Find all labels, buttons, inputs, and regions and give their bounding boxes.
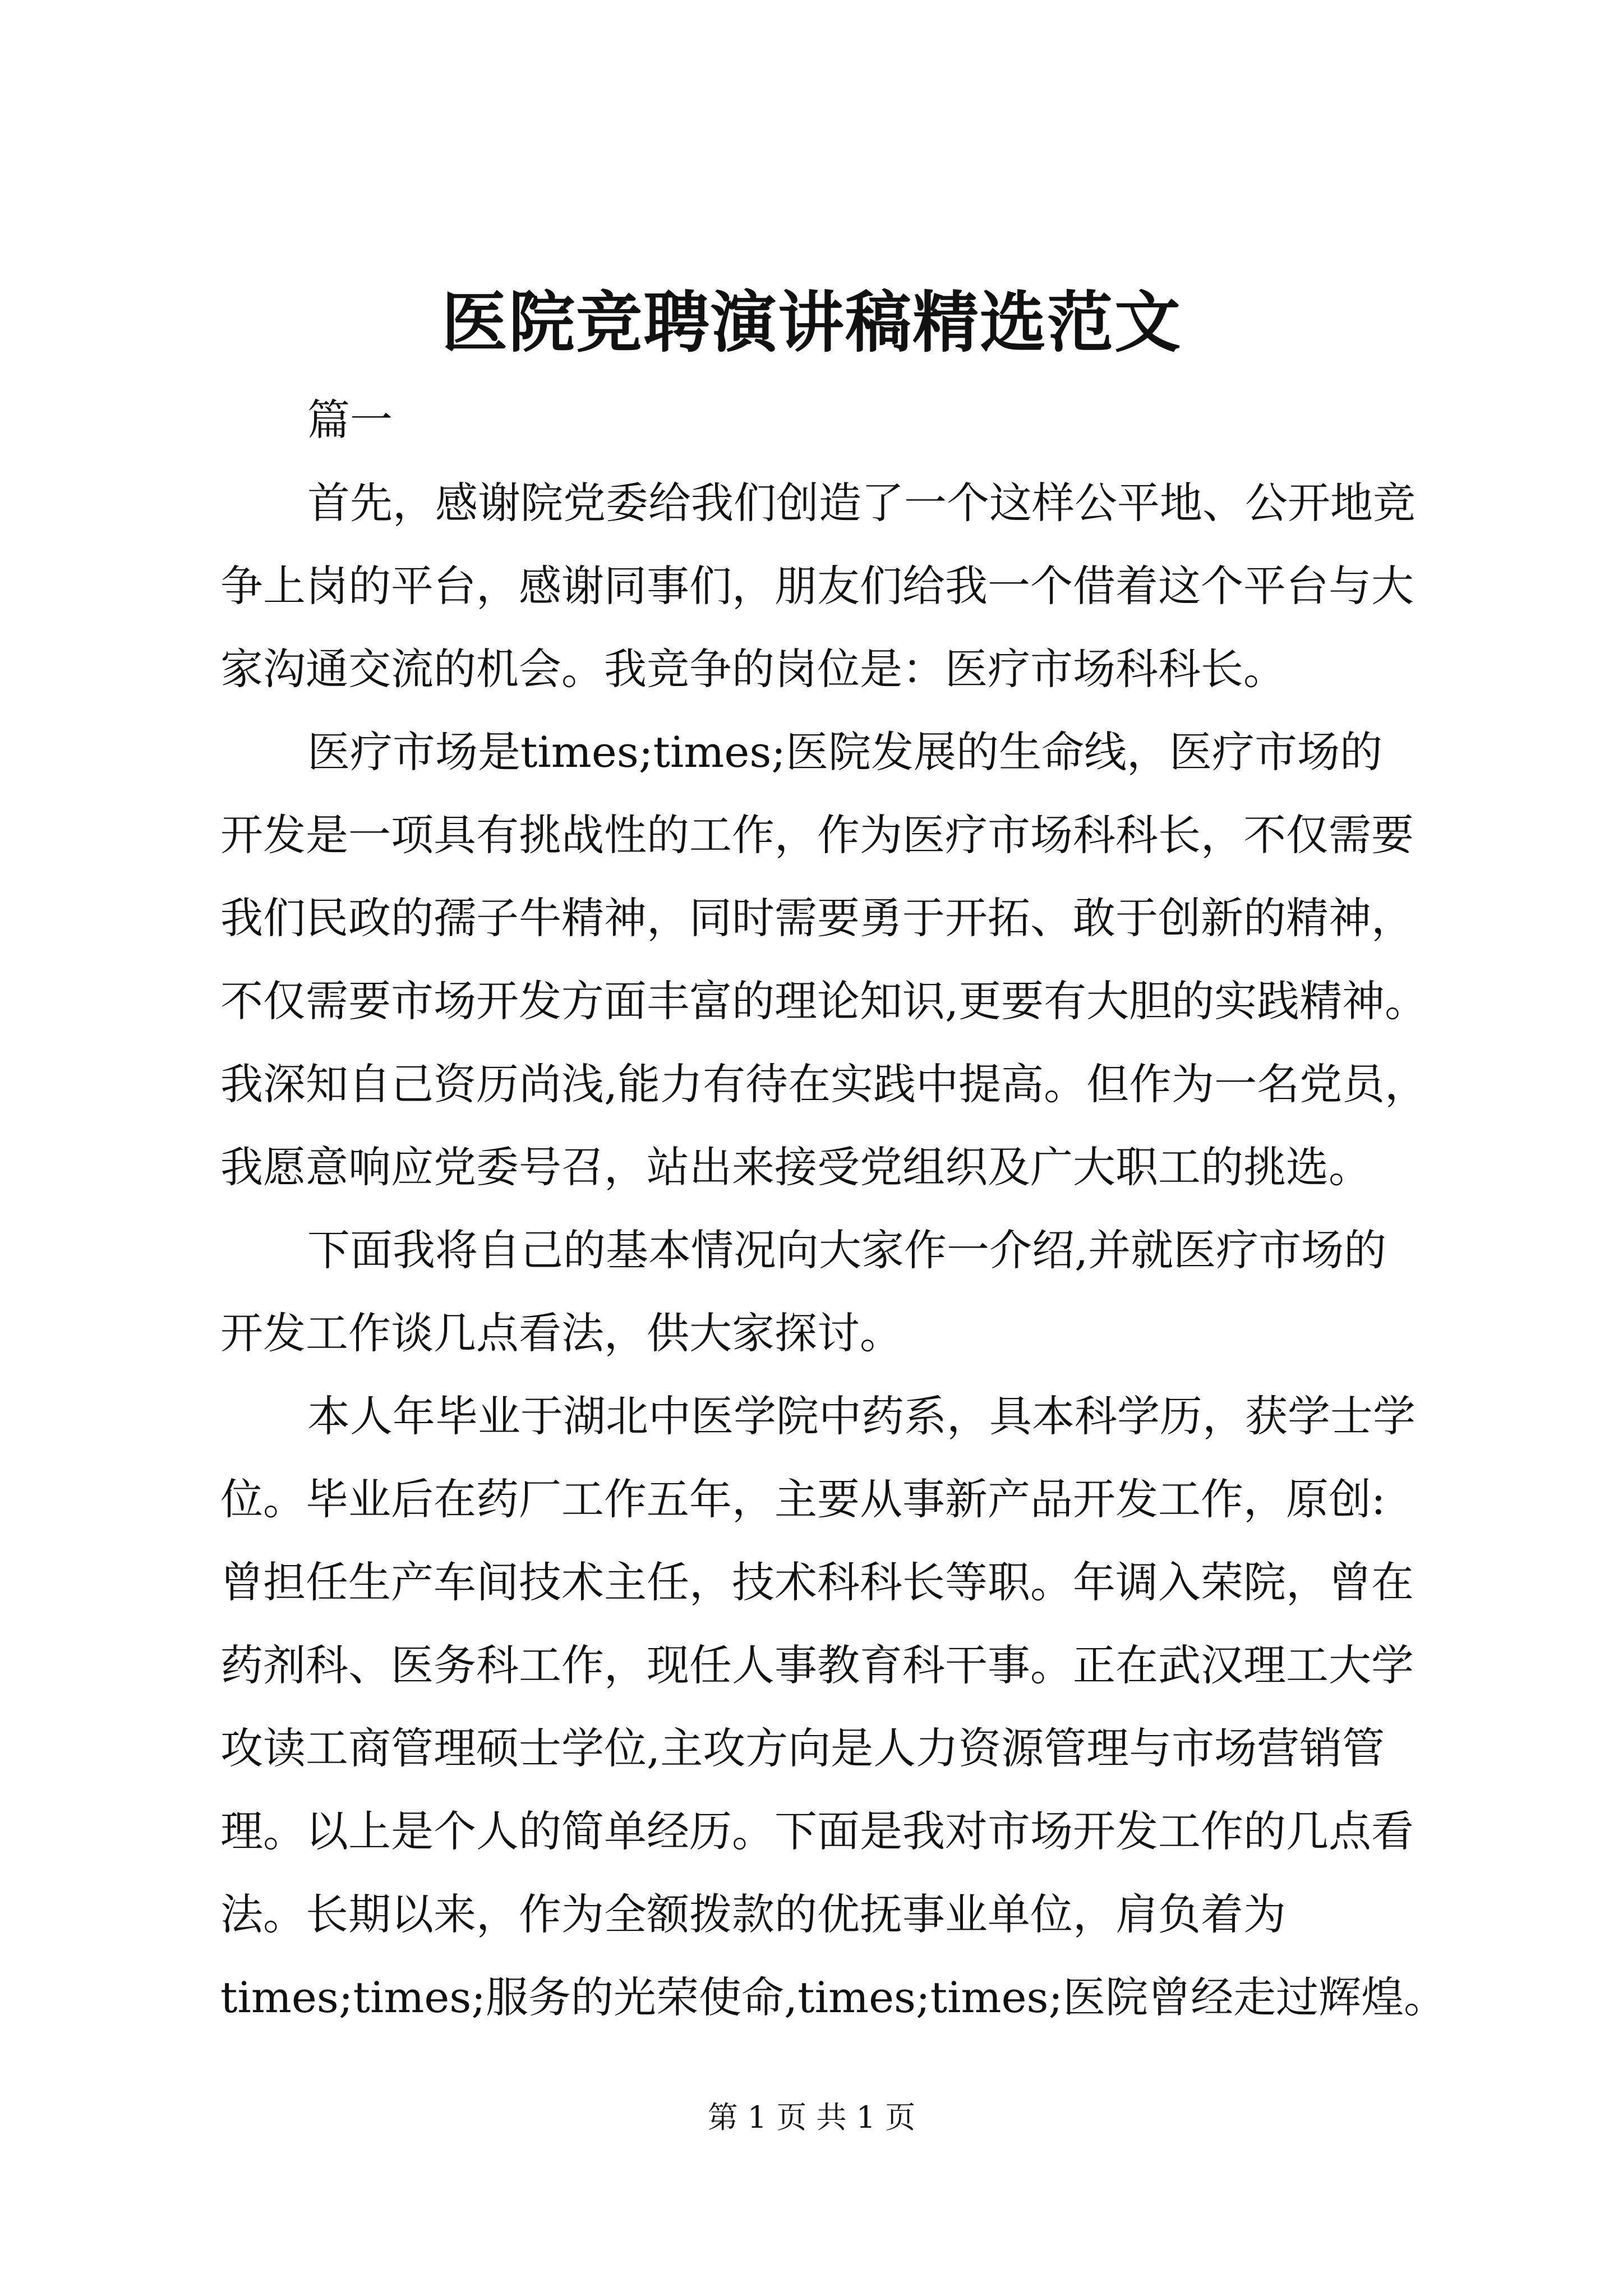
document-title: 医院竞聘演讲稿精选范文 <box>441 283 1182 361</box>
page-footer: 第 1 页 共 1 页 <box>707 2100 916 2135</box>
paragraph-4 <box>220 1375 1447 2039</box>
text-line: 我们民政的孺子牛精神，同时需要勇于开拓、敢于创新的精神， <box>220 893 1414 943</box>
text-line: 开发是一项具有挑战性的工作，作为医疗市场科科长，不仅需要 <box>220 810 1414 860</box>
text-line: 本人年毕业于湖北中医学院中药系，具本科学历，获学士学 <box>307 1391 1415 1441</box>
text-line: 开发工作谈几点看法，供大家探讨。 <box>220 1308 902 1358</box>
text-line: 法。长期以来，作为全额拨款的优抚事业单位，肩负着为 <box>220 1889 1286 1939</box>
paragraph-2 <box>220 711 1428 1209</box>
section-label: 篇一 <box>307 395 393 445</box>
paragraph-1 <box>220 462 1415 711</box>
text-line: 首先，感谢院党委给我们创造了一个这样公平地、公开地竞 <box>307 478 1415 528</box>
text-line: 理。以上是个人的简单经历。下面是我对市场开发工作的几点看 <box>220 1806 1414 1856</box>
text-line: 曾担任生产车间技术主任，技术科科长等职。年调入荣院，曾在 <box>220 1557 1414 1607</box>
text-line: 我愿意响应党委号召，站出来接受党组织及广大职工的挑选。 <box>220 1142 1371 1192</box>
text-line: 位。毕业后在药厂工作五年，主要从事新产品开发工作，原创: <box>220 1474 1386 1524</box>
text-line: 攻读工商管理硕士学位,主攻方向是人力资源管理与市场营销管 <box>220 1723 1385 1773</box>
document-body <box>220 379 1447 2039</box>
text-line: 下面我将自己的基本情况向大家作一介绍,并就医疗市场的 <box>307 1225 1387 1275</box>
text-line: 家沟通交流的机会。我竞争的岗位是：医疗市场科科长。 <box>220 644 1286 694</box>
section-heading <box>220 379 1409 462</box>
text-line: 争上岗的平台，感谢同事们，朋友们给我一个借着这个平台与大 <box>220 561 1414 611</box>
text-line: 药剂科、医务科工作，现任人事教育科干事。正在武汉理工大学 <box>220 1640 1414 1690</box>
text-line: times;times;服务的光荣使命,times;times;医院曾经走过辉煌。 <box>220 1972 1447 2022</box>
text-line: 医疗市场是times;times;医院发展的生命线，医疗市场的 <box>307 727 1382 777</box>
text-line: 我深知自己资历尚浅,能力有待在实践中提高。但作为一名党员， <box>220 1059 1428 1109</box>
text-line: 不仅需要市场开发方面丰富的理论知识,更要有大胆的实践精神。 <box>220 976 1428 1026</box>
paragraph-3 <box>220 1209 1409 1375</box>
